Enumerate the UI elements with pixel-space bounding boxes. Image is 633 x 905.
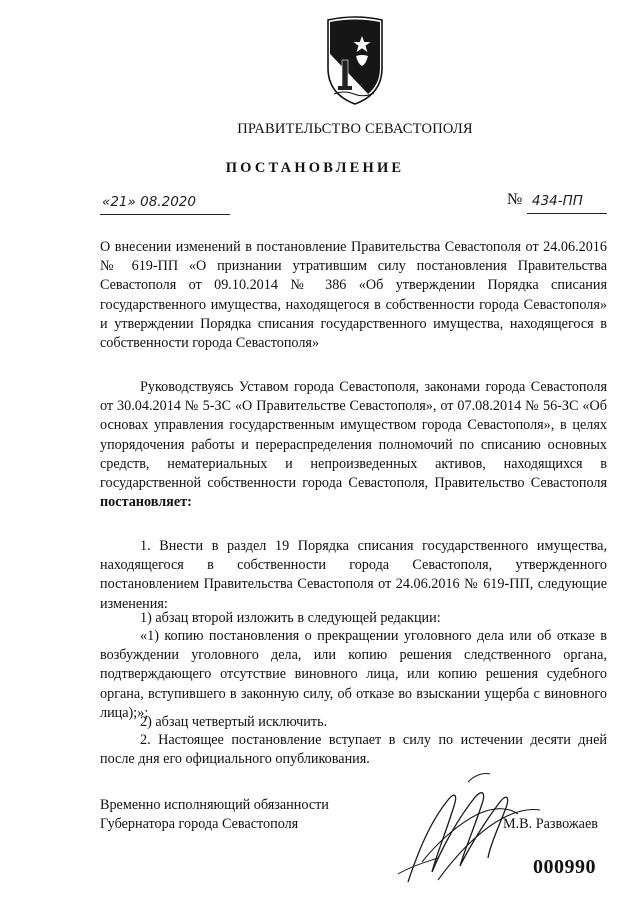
number-sign: №	[507, 191, 523, 208]
organization-name: ПРАВИТЕЛЬСТВО СЕВАСТОПОЛЯ	[237, 121, 473, 137]
preamble-paragraph	[100, 378, 607, 512]
item-1-2: 2) абзац четвертый исключить.	[140, 714, 328, 730]
signer-position-line1: Временно исполняющий обязанности	[100, 797, 329, 813]
document-type: ПОСТАНОВЛЕНИЕ	[225, 160, 405, 176]
serial-number: 000990	[533, 856, 596, 878]
item-1: 1. Внести в раздел 19 Порядка списания государственного имущества, находящегося в собственности города Севастополя, утвержденного постановлением Правительства Севастополя от 24.06.2016 № 619-ПП, следующие изменения:	[100, 538, 607, 612]
item-1-1: 1) абзац второй изложить в следующей редакции:	[140, 610, 441, 626]
document-date: «21» 08.2020	[102, 194, 196, 210]
document-title: О внесении изменений в постановление Правительства Севастополя от 24.06.2016 № 619-ПП «О признании утратившим силу постановления Правительства Севастополя от 09.10.2014 № 386 «Об утверждении Порядка списания государственного имущества, находящегося в собственности города Севастополя» и утверждении Порядка списания государственного имущества, находящегося в собственности города Севастополя»	[100, 239, 607, 352]
preamble-bold: постановляет:	[100, 494, 192, 511]
signer-position-line2: Губернатора города Севастополя	[100, 816, 299, 832]
signer-name: М.В. Развожаев	[503, 816, 598, 832]
document-number: 434-ПП	[532, 193, 583, 209]
coat-of-arms-icon	[320, 14, 390, 106]
preamble-text: Руководствуясь Уставом города Севастополя, законами города Севастополя от 30.04.2014 № 5-ЗС «О Правительстве Севастополя», от 07.08.2014 № 56-ЗС «Об основах управления государственным имуществом города Севастополя», в целях упорядочения работы и перераспределения полномочий по списанию основных средств, нематериальных и непроизведенных активов, находящихся в государственной собственности города Севастополя, Правительство Севастополя	[100, 379, 607, 492]
item-1-1-text: «1) копию постановления о прекращении уголовного дела или об отказе в возбуждении уголовного дела, или копию решения следственного органа, подтверждающего отсутствие виновного лица, или копию решения судебного органа, вступившего в законную силу, об отказе во взыскании ущерба с виновного лица);»;	[100, 628, 607, 721]
item-2: 2. Настоящее постановление вступает в силу по истечении десяти дней после дня его официального опубликования.	[100, 732, 607, 768]
